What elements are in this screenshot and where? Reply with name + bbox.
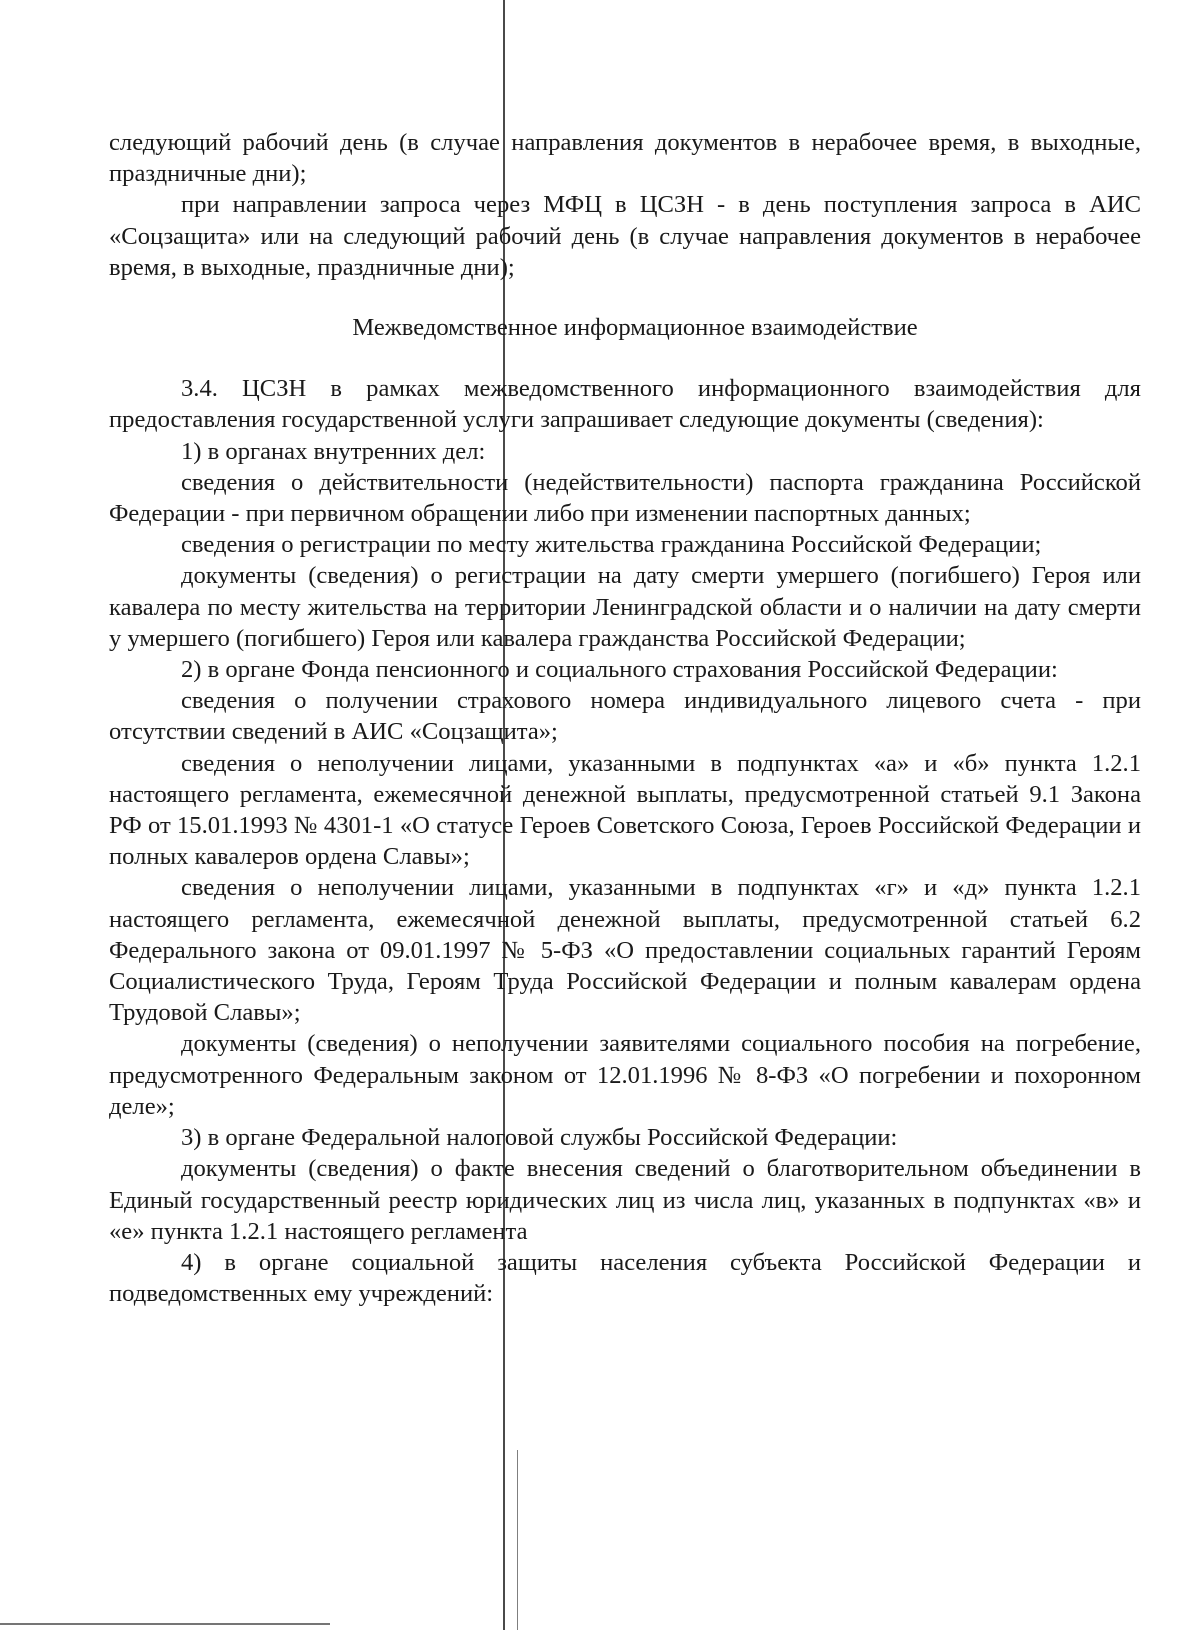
paragraph: документы (сведения) о факте внесения сведений о благотворительном объединении в Единый государственный реестр юридических лиц из числа лиц, указанных в подпунктах «в» и «е» пункта 1.2.1 настоящего регламента bbox=[109, 1155, 1141, 1245]
paragraph: документы (сведения) о неполучении заявителями социального пособия на погребение, предусмотренного Федеральным законом от 12.01.1996 № 8-ФЗ «О погребении и похоронном деле»; bbox=[109, 1030, 1141, 1120]
paragraph: 1) в органах внутренних дел: bbox=[181, 437, 486, 465]
paragraph: сведения о неполучении лицами, указанными в подпунктах «г» и «д» пункта 1.2.1 настоящего регламента, ежемесячной денежной выплаты, предусмотренной статьей 6.2 Федерального закона от 09.01.1997 № 5-ФЗ «О предоставлении социальных гарантий Героям Социалистического Труда, Героям Труда Российской Федерации и полным кавалерам ордена Трудовой Славы»; bbox=[109, 874, 1141, 1027]
paragraph: сведения о получении страхового номера индивидуального лицевого счета - при отсутствии сведений в АИС «Соцзащита»; bbox=[109, 687, 1141, 746]
scan-fold-line-secondary bbox=[517, 1450, 518, 1630]
document-page bbox=[109, 127, 1141, 1309]
paragraph: сведения о регистрации по месту жительства гражданина Российской Федерации; bbox=[181, 531, 1042, 559]
paragraph: 4) в органе социальной защиты населения субъекта Российской Федерации и подведомственных ему учреждений: bbox=[109, 1248, 1141, 1308]
paragraph: 2) в органе Фонда пенсионного и социального страхования Российской Федерации: bbox=[181, 656, 1058, 684]
paragraph: следующий рабочий день (в случае направления документов в нерабочее время, в выходные, праздничные дни); bbox=[109, 129, 1141, 188]
paragraph: сведения о действительности (недействительности) паспорта гражданина Российской Федерации - при первичном обращении либо при изменении паспортных данных; bbox=[109, 468, 1141, 528]
paragraph: 3) в органе Федеральной налоговой службы Российской Федерации: bbox=[181, 1124, 898, 1152]
paragraph: сведения о неполучении лицами, указанными в подпунктах «а» и «б» пункта 1.2.1 настоящего регламента, ежемесячной денежной выплаты, предусмотренной статьей 9.1 Закона РФ от 15.01.1993 № 4301-1 «О статусе Героев Советского Союза, Героев Российской Федерации и полных кавалеров ордена Славы»; bbox=[109, 749, 1141, 871]
scan-bottom-edge bbox=[0, 1623, 330, 1625]
paragraph: при направлении запроса через МФЦ в ЦСЗН - в день поступления запроса в АИС «Соцзащита» или на следующий рабочий день (в случае направления документов в нерабочее время, в выходные, праздничные дни); bbox=[109, 191, 1141, 281]
paragraph: документы (сведения) о регистрации на дату смерти умершего (погибшего) Героя или кавалера по месту жительства на территории Ленинградской области и о наличии на дату смерти у умершего (погибшего) Героя или кавалера гражданства Российской Федерации; bbox=[109, 562, 1141, 652]
section-heading: Межведомственное информационное взаимодействие bbox=[352, 314, 918, 342]
paragraph: 3.4. ЦСЗН в рамках межведомственного информационного взаимодействия для предоставления государственной услуги запрашивает следующие документы (сведения): bbox=[109, 375, 1141, 434]
